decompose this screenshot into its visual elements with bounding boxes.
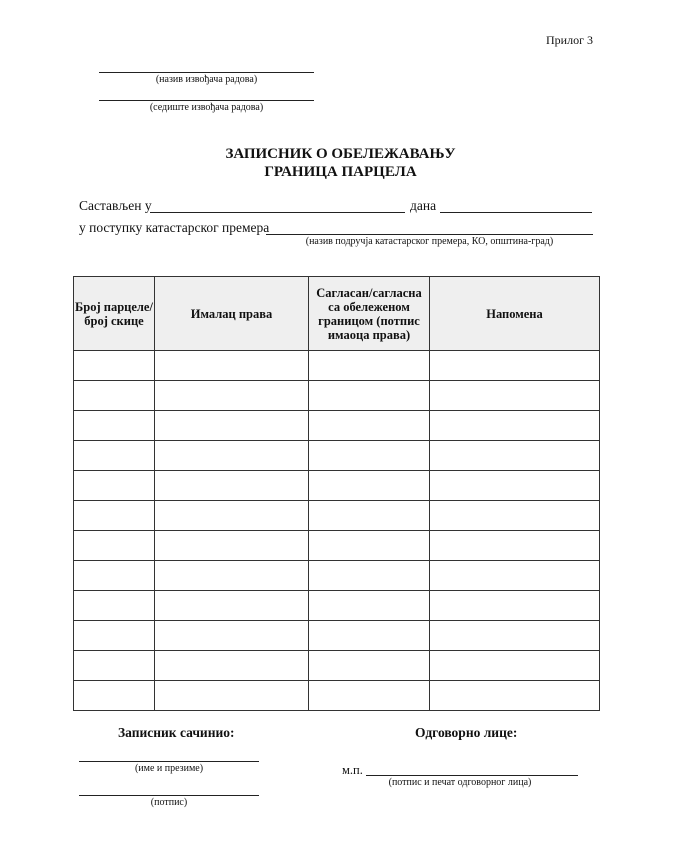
cell-consent-signature[interactable]	[309, 531, 430, 561]
signature-field[interactable]	[79, 795, 259, 796]
cell-consent-signature[interactable]	[309, 381, 430, 411]
signature-caption: (потпис)	[150, 797, 188, 808]
cell-rights-holder[interactable]	[155, 681, 309, 711]
table-body	[74, 351, 600, 711]
cell-rights-holder[interactable]	[155, 501, 309, 531]
cell-parcel-number[interactable]	[74, 561, 155, 591]
cell-remark[interactable]	[430, 501, 600, 531]
cell-consent-signature[interactable]	[309, 651, 430, 681]
cell-consent-signature[interactable]	[309, 501, 430, 531]
document-title	[0, 145, 681, 181]
seal-abbreviation: м.п.	[342, 763, 363, 777]
table-row	[74, 681, 600, 711]
parcel-table	[73, 276, 600, 711]
cell-consent-signature[interactable]	[309, 621, 430, 651]
procedure-label: у поступку катастарског премера	[79, 220, 270, 235]
cell-rights-holder[interactable]	[155, 381, 309, 411]
procedure-field[interactable]	[266, 234, 593, 235]
cell-remark[interactable]	[430, 441, 600, 471]
cell-remark[interactable]	[430, 651, 600, 681]
composed-in-label: Састављен у	[79, 198, 152, 213]
cell-remark[interactable]	[430, 591, 600, 621]
cell-remark[interactable]	[430, 561, 600, 591]
column-header-rights-holder: Ималац права	[155, 277, 309, 351]
cell-parcel-number[interactable]	[74, 621, 155, 651]
cell-rights-holder[interactable]	[155, 351, 309, 381]
table-row	[74, 651, 600, 681]
column-header-remark: Напомена	[430, 277, 600, 351]
table-row	[74, 591, 600, 621]
responsible-person-label: Одговорно лице:	[415, 725, 518, 740]
cell-remark[interactable]	[430, 471, 600, 501]
cell-parcel-number[interactable]	[74, 471, 155, 501]
cell-rights-holder[interactable]	[155, 651, 309, 681]
cell-consent-signature[interactable]	[309, 681, 430, 711]
cell-parcel-number[interactable]	[74, 381, 155, 411]
date-field[interactable]	[440, 212, 592, 213]
cell-remark[interactable]	[430, 381, 600, 411]
title-line-1: ЗАПИСНИК О ОБЕЛЕЖАВАЊУ	[225, 146, 456, 162]
cell-parcel-number[interactable]	[74, 531, 155, 561]
appendix-label: Прилог 3	[546, 33, 593, 47]
cell-rights-holder[interactable]	[155, 621, 309, 651]
title-line-2: ГРАНИЦА ПАРЦЕЛА	[264, 164, 417, 180]
table-row	[74, 501, 600, 531]
cell-rights-holder[interactable]	[155, 531, 309, 561]
column-header-parcel-number: Број парцеле/ број скице	[74, 277, 155, 351]
contractor-name-line[interactable]	[99, 72, 314, 73]
cell-remark[interactable]	[430, 531, 600, 561]
cell-remark[interactable]	[430, 351, 600, 381]
cell-parcel-number[interactable]	[74, 591, 155, 621]
cell-rights-holder[interactable]	[155, 591, 309, 621]
table-row	[74, 531, 600, 561]
cell-parcel-number[interactable]	[74, 351, 155, 381]
composed-in-field[interactable]	[150, 212, 405, 213]
contractor-seat-caption: (седиште извођача радова)	[149, 102, 264, 113]
cell-parcel-number[interactable]	[74, 651, 155, 681]
responsible-signature-caption: (потпис и печат одговорног лица)	[388, 777, 532, 788]
cell-parcel-number[interactable]	[74, 681, 155, 711]
table-row	[74, 351, 600, 381]
compiled-by-label: Записник сачинио:	[118, 725, 235, 740]
cell-consent-signature[interactable]	[309, 471, 430, 501]
name-caption: (име и презиме)	[134, 763, 204, 774]
table-row	[74, 471, 600, 501]
cell-consent-signature[interactable]	[309, 441, 430, 471]
cell-rights-holder[interactable]	[155, 561, 309, 591]
responsible-signature-field[interactable]	[366, 775, 578, 776]
cell-rights-holder[interactable]	[155, 441, 309, 471]
cell-consent-signature[interactable]	[309, 351, 430, 381]
cell-parcel-number[interactable]	[74, 411, 155, 441]
table-header-row	[74, 277, 600, 351]
cell-consent-signature[interactable]	[309, 561, 430, 591]
table-row	[74, 381, 600, 411]
cell-remark[interactable]	[430, 411, 600, 441]
column-header-consent-signature: Сагласан/сагласна са обележеном границом (потпис имаоца права)	[309, 277, 430, 351]
contractor-name-caption: (назив извођача радова)	[155, 74, 258, 85]
cell-consent-signature[interactable]	[309, 591, 430, 621]
table-row	[74, 621, 600, 651]
table-row	[74, 561, 600, 591]
date-label: дана	[410, 198, 437, 213]
cell-rights-holder[interactable]	[155, 411, 309, 441]
table-row	[74, 441, 600, 471]
contractor-seat-line[interactable]	[99, 100, 314, 101]
cell-parcel-number[interactable]	[74, 441, 155, 471]
cell-consent-signature[interactable]	[309, 411, 430, 441]
name-field[interactable]	[79, 761, 259, 762]
procedure-caption: (назив подручја катастарског премера, КО, општина-град)	[305, 236, 554, 247]
cell-rights-holder[interactable]	[155, 471, 309, 501]
cell-parcel-number[interactable]	[74, 501, 155, 531]
table-row	[74, 411, 600, 441]
cell-remark[interactable]	[430, 621, 600, 651]
cell-remark[interactable]	[430, 681, 600, 711]
